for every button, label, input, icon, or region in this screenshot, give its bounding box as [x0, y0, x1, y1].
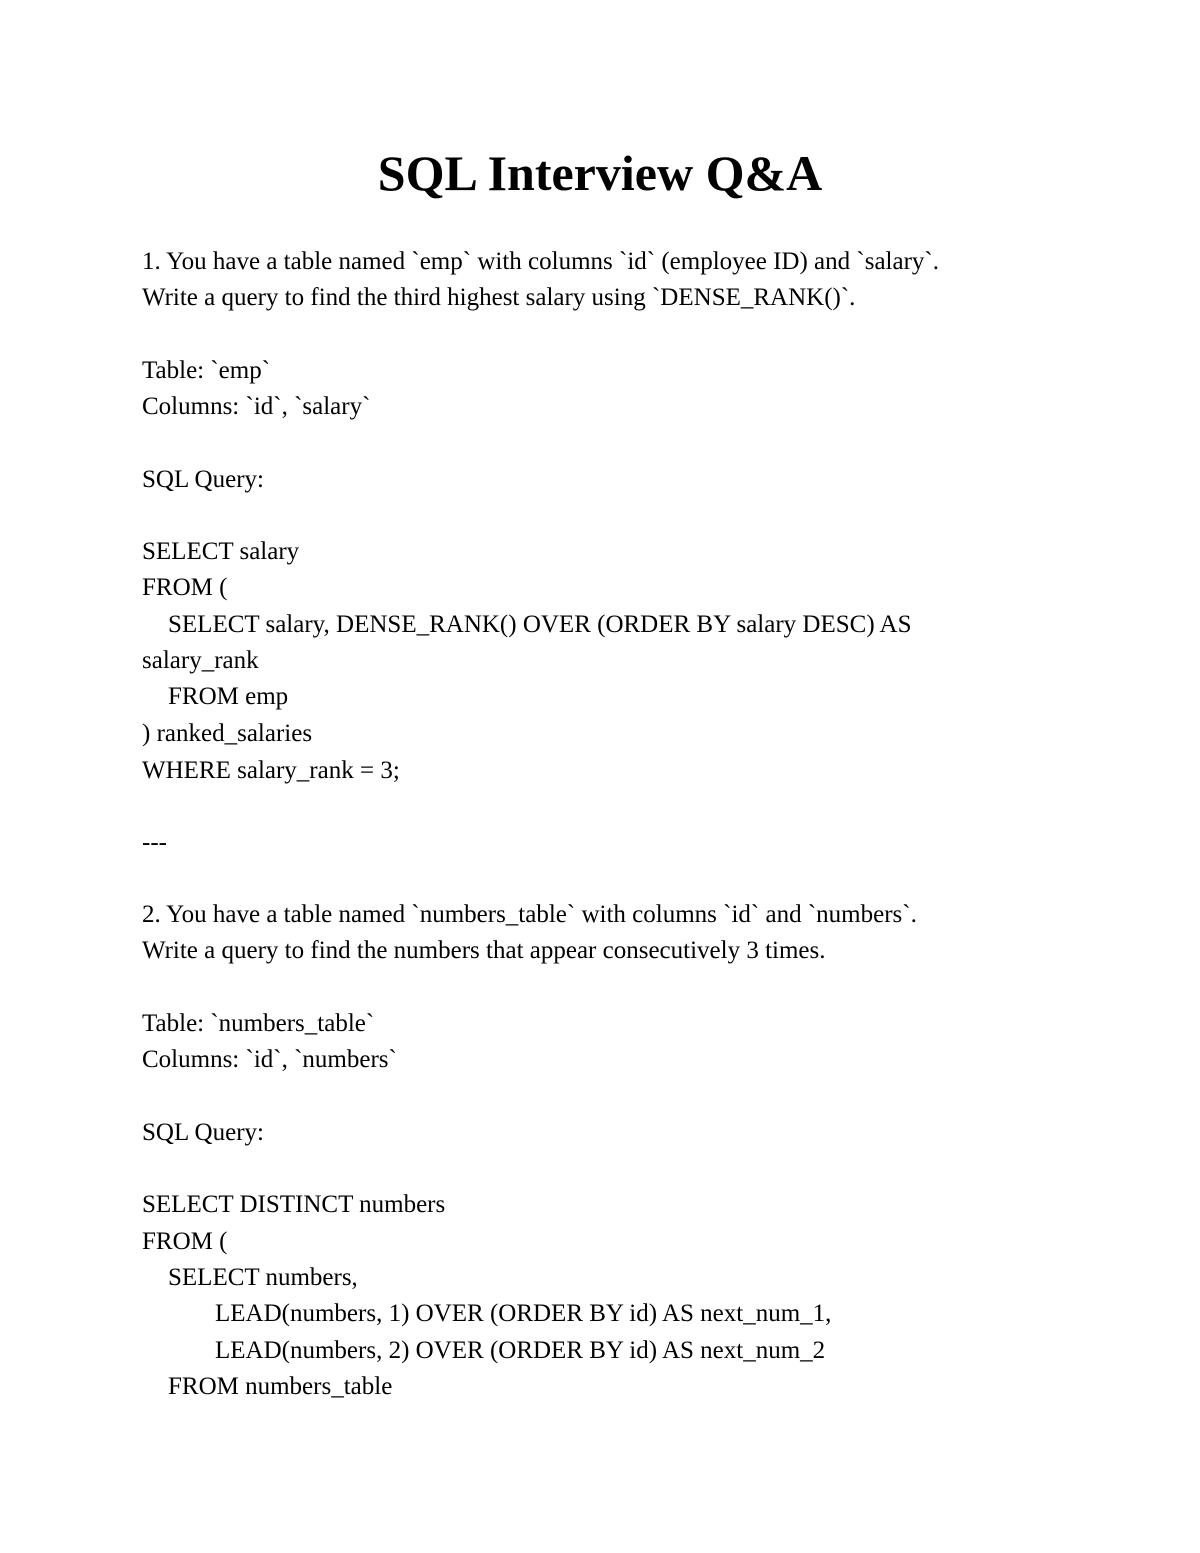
- q2-code-line: LEAD(numbers, 2) OVER (ORDER BY id) AS next_num_2: [215, 1337, 826, 1364]
- q2-prompt-line-1: 2. You have a table named `numbers_table` with columns `id` and `numbers`.: [142, 901, 917, 928]
- q2-code-line: SELECT DISTINCT numbers: [142, 1191, 446, 1218]
- section-separator: ---: [142, 829, 167, 856]
- q2-code-line: LEAD(numbers, 1) OVER (ORDER BY id) AS next_num_1,: [215, 1300, 832, 1327]
- q1-code-line: WHERE salary_rank = 3;: [142, 757, 400, 784]
- q1-prompt-line-2: Write a query to find the third highest salary using `DENSE_RANK()`.: [142, 284, 856, 311]
- q2-code-line: FROM numbers_table: [168, 1373, 393, 1400]
- q1-prompt-line-1: 1. You have a table named `emp` with columns `id` (employee ID) and `salary`.: [142, 248, 939, 275]
- q2-columns-line: Columns: `id`, `numbers`: [142, 1046, 397, 1073]
- q1-code-line: SELECT salary: [142, 538, 300, 565]
- page-title: SQL Interview Q&A: [377, 145, 823, 201]
- q1-code-line: ) ranked_salaries: [142, 720, 313, 747]
- q2-query-heading: SQL Query:: [142, 1119, 264, 1146]
- q1-table-line: Table: `emp`: [142, 357, 271, 384]
- q1-code-line: salary_rank: [142, 647, 259, 674]
- q1-code-line: FROM emp: [168, 683, 289, 710]
- q1-code-line: FROM (: [142, 574, 228, 601]
- q1-columns-line: Columns: `id`, `salary`: [142, 393, 371, 420]
- q2-table-line: Table: `numbers_table`: [142, 1010, 375, 1037]
- q2-code-line: FROM (: [142, 1228, 228, 1255]
- q1-code-line: SELECT salary, DENSE_RANK() OVER (ORDER BY salary DESC) AS: [168, 611, 912, 638]
- q1-query-heading: SQL Query:: [142, 466, 264, 493]
- q2-prompt-line-2: Write a query to find the numbers that appear consecutively 3 times.: [142, 937, 826, 964]
- q2-code-line: SELECT numbers,: [168, 1264, 358, 1291]
